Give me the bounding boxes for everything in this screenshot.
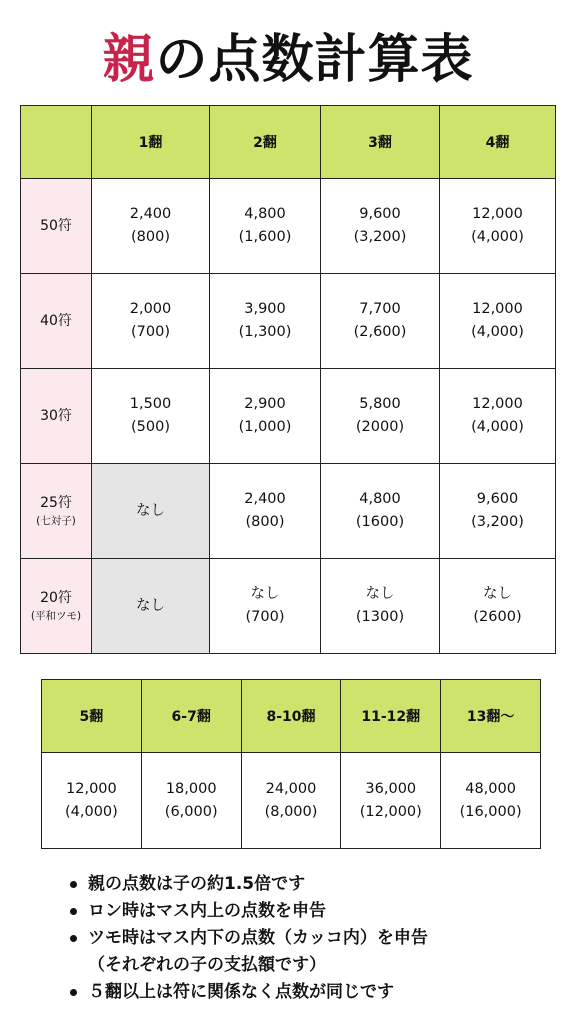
score-cell xyxy=(440,274,556,369)
score-cell xyxy=(210,369,321,464)
tsumo-value: (1,600) xyxy=(238,229,292,245)
ron-value: 7,700 xyxy=(359,301,401,317)
fu-label: 30符 xyxy=(40,408,72,424)
ron-value: 2,400 xyxy=(244,491,286,507)
ron-value: 5,800 xyxy=(359,396,401,412)
score-cell xyxy=(141,753,241,849)
ron-value: 18,000 xyxy=(165,780,217,797)
tsumo-value: (3,200) xyxy=(471,514,524,530)
ron-value: 24,000 xyxy=(265,780,317,797)
tsumo-value: (3,200) xyxy=(353,229,407,245)
ron-value: 12,000 xyxy=(472,206,523,222)
ron-value: なし xyxy=(365,586,395,602)
note-item: ツモ時はマス内下の点数（カッコ内）を申告 xyxy=(70,925,428,952)
table-header-row xyxy=(21,106,556,179)
fu-label: 50符 xyxy=(40,218,72,234)
tsumo-value: (700) xyxy=(245,609,285,625)
score-cell xyxy=(210,464,321,559)
note-item: 親の点数は子の約1.5倍です xyxy=(70,871,428,898)
ron-value: 36,000 xyxy=(365,780,417,797)
tsumo-value: (8,000) xyxy=(264,803,318,820)
tsumo-value: (1,300) xyxy=(238,324,292,340)
table-row xyxy=(21,369,556,464)
column-header: 3翻 xyxy=(321,106,440,179)
column-header: 4翻 xyxy=(440,106,556,179)
score-cell xyxy=(440,369,556,464)
ron-value: 48,000 xyxy=(465,780,516,797)
score-cell xyxy=(440,559,556,654)
fu-label: 40符 xyxy=(40,313,72,329)
page-title xyxy=(0,18,576,102)
tsumo-value: (4,000) xyxy=(471,229,524,245)
ron-value: 12,000 xyxy=(472,396,523,412)
high-han-table xyxy=(41,679,541,849)
table-header-row xyxy=(42,680,541,753)
row-header xyxy=(21,369,92,464)
table-row xyxy=(21,559,556,654)
row-header xyxy=(21,274,92,369)
tsumo-value: (2600) xyxy=(473,609,522,625)
score-cell xyxy=(92,464,210,559)
table-row xyxy=(21,179,556,274)
score-cell xyxy=(321,179,440,274)
tsumo-value: (700) xyxy=(131,324,170,340)
score-cell xyxy=(92,369,210,464)
ron-value: なし xyxy=(250,586,280,602)
score-cell xyxy=(42,753,142,849)
table-row xyxy=(42,753,541,849)
tsumo-value: (1600) xyxy=(355,514,405,530)
tsumo-value: (800) xyxy=(131,229,170,245)
tsumo-value: (800) xyxy=(245,514,285,530)
fu-sublabel: (七対子) xyxy=(36,515,76,527)
column-header: 1翻 xyxy=(92,106,210,179)
table-row xyxy=(21,274,556,369)
column-header: 2翻 xyxy=(210,106,321,179)
title-accent: 親 xyxy=(102,30,156,90)
column-header: 8-10翻 xyxy=(241,680,341,753)
ron-value: なし xyxy=(483,586,512,602)
score-cell xyxy=(241,753,341,849)
tsumo-value: (1,000) xyxy=(238,419,292,435)
tsumo-value: (12,000) xyxy=(359,803,422,820)
table-row xyxy=(21,464,556,559)
score-cell xyxy=(92,274,210,369)
score-cell xyxy=(440,464,556,559)
score-cell xyxy=(321,274,440,369)
ron-value: 4,800 xyxy=(359,491,401,507)
score-cell xyxy=(441,753,541,849)
tsumo-value: (2000) xyxy=(355,419,405,435)
column-header: 13翻〜 xyxy=(441,680,541,753)
ron-value: 2,400 xyxy=(129,206,172,222)
ron-value: なし xyxy=(136,502,165,519)
score-cell xyxy=(321,559,440,654)
ron-value: 1,500 xyxy=(129,396,172,412)
row-header xyxy=(21,179,92,274)
score-cell xyxy=(341,753,441,849)
tsumo-value: (4,000) xyxy=(64,803,118,820)
tsumo-value: (16,000) xyxy=(459,803,522,820)
ron-value: 3,900 xyxy=(244,301,286,317)
ron-value: なし xyxy=(136,597,165,614)
score-cell xyxy=(321,464,440,559)
ron-value: 2,000 xyxy=(129,301,172,317)
fu-sublabel: (平和ツモ) xyxy=(30,610,82,622)
tsumo-value: (500) xyxy=(131,419,170,435)
score-cell xyxy=(92,179,210,274)
notes-list xyxy=(70,871,428,1006)
ron-value: 2,900 xyxy=(244,396,286,412)
score-cell xyxy=(210,559,321,654)
note-item-continuation: （それぞれの子の支払額です） xyxy=(88,955,326,975)
ron-value: 9,600 xyxy=(359,206,401,222)
ron-value: 12,000 xyxy=(472,301,523,317)
note-item: ロン時はマス内上の点数を申告 xyxy=(70,898,428,925)
row-header xyxy=(21,559,92,654)
ron-value: 12,000 xyxy=(66,780,117,797)
corner-cell xyxy=(21,106,92,179)
ron-value: 4,800 xyxy=(244,206,286,222)
note-item: ５翻以上は符に関係なく点数が同じです xyxy=(70,979,428,1006)
tsumo-value: (1300) xyxy=(355,609,405,625)
fu-label: 25符 xyxy=(40,495,72,511)
column-header: 6-7翻 xyxy=(141,680,241,753)
tsumo-value: (2,600) xyxy=(353,324,407,340)
score-cell xyxy=(321,369,440,464)
column-header: 5翻 xyxy=(42,680,142,753)
tsumo-value: (6,000) xyxy=(164,803,218,820)
row-header xyxy=(21,464,92,559)
score-cell xyxy=(92,559,210,654)
column-header: 11-12翻 xyxy=(341,680,441,753)
fu-label: 20符 xyxy=(40,590,72,606)
score-cell xyxy=(440,179,556,274)
tsumo-value: (4,000) xyxy=(471,419,524,435)
tsumo-value: (4,000) xyxy=(471,324,524,340)
title-rest: の点数計算表 xyxy=(155,30,474,90)
score-cell xyxy=(210,179,321,274)
points-table xyxy=(20,105,556,654)
ron-value: 9,600 xyxy=(476,491,519,507)
score-cell xyxy=(210,274,321,369)
